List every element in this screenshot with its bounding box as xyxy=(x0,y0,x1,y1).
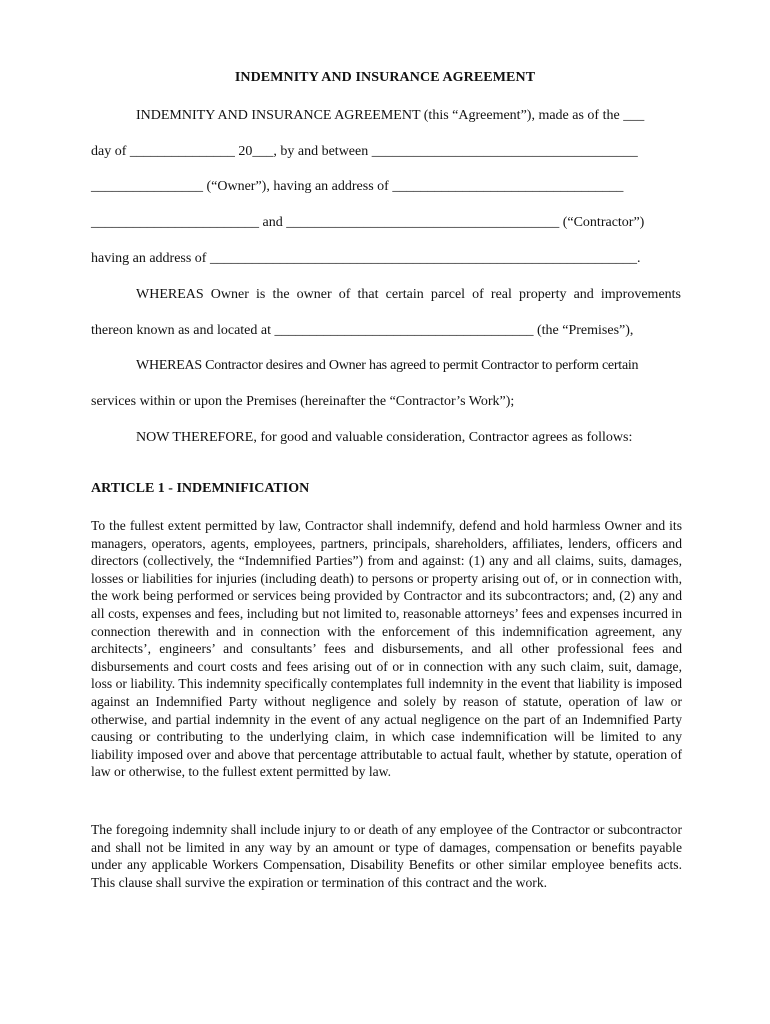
intro-line-3: ________________ (“Owner”), having an address of _________________________________ xyxy=(91,179,624,194)
intro-line-1: INDEMNITY AND INSURANCE AGREEMENT (this “Agreement”), made as of the ___ xyxy=(136,108,645,123)
intro-line-2: day of _______________ 20___, by and between ______________________________________ xyxy=(91,144,638,159)
article-1-heading: ARTICLE 1 - INDEMNIFICATION xyxy=(91,481,310,496)
whereas-owner-line: WHEREAS Owner is the owner of that certain parcel of real property and improvements xyxy=(136,287,681,302)
premises-line: thereon known as and located at _____________________________________ (the “Premises”), xyxy=(91,323,634,338)
now-therefore-line: NOW THEREFORE, for good and valuable consideration, Contractor agrees as follows: xyxy=(136,430,633,445)
document-title: INDEMNITY AND INSURANCE AGREEMENT xyxy=(234,70,536,85)
whereas-contractor-line: WHEREAS Contractor desires and Owner has agreed to permit Contractor to perform certain xyxy=(136,358,639,373)
services-line: services within or upon the Premises (hereinafter the “Contractor’s Work”); xyxy=(91,394,515,409)
employee-injury-paragraph: The foregoing indemnity shall include injury to or death of any employee of the Contractor or subcontractor and shall not be limited in any way by an amount or type of damages, compensation or benefits payable under any applicable Workers Compensation, Disability Benefits or other similar employee benefits acts. This clause shall survive the expiration or termination of this contract and the work. xyxy=(91,822,682,890)
intro-line-5: having an address of _____________________________________________________________. xyxy=(91,251,641,266)
indemnification-paragraph: To the fullest extent permitted by law, Contractor shall indemnify, defend and hold harmless Owner and its managers, operators, agents, employees, partners, principals, shareholders, affiliates, lenders, officers and directors (collectively, the “Indemnified Parties”) from and against: (1) any and all claims, suits, damages, losses or liabilities for injuries (including death) to persons or property arising out of, or in connection with, the work being performed or services being provided by Contractor and its subcontractors; and, (2) any and all costs, expenses and fees, including but not limited to, reasonable attorneys’ fees and expenses incurred in connection therewith and in connection with the enforcement of this indemnification agreement, any architects’, engineers’ and consultants’ fees and disbursements, and all other professional fees and disbursements and court costs and fees arising out of or in connection with any such claim, suit, damage, loss or liability. This indemnity specifically contemplates full indemnity in the event that liability is imposed against an Indemnified Party without negligence and solely by reason of statute, operation of law or otherwise, and partial indemnity in the event of any actual negligence on the part of an Indemnified Party causing or contributing to the underlying claim, in which case indemnification will be limited to any liability imposed over and above that percentage attributable to actual fault, whether by statute, operation of law or otherwise, to the fullest extent permitted by law. xyxy=(91,518,682,780)
intro-line-4: ________________________ and _______________________________________ (“Contractor”) xyxy=(91,215,645,230)
